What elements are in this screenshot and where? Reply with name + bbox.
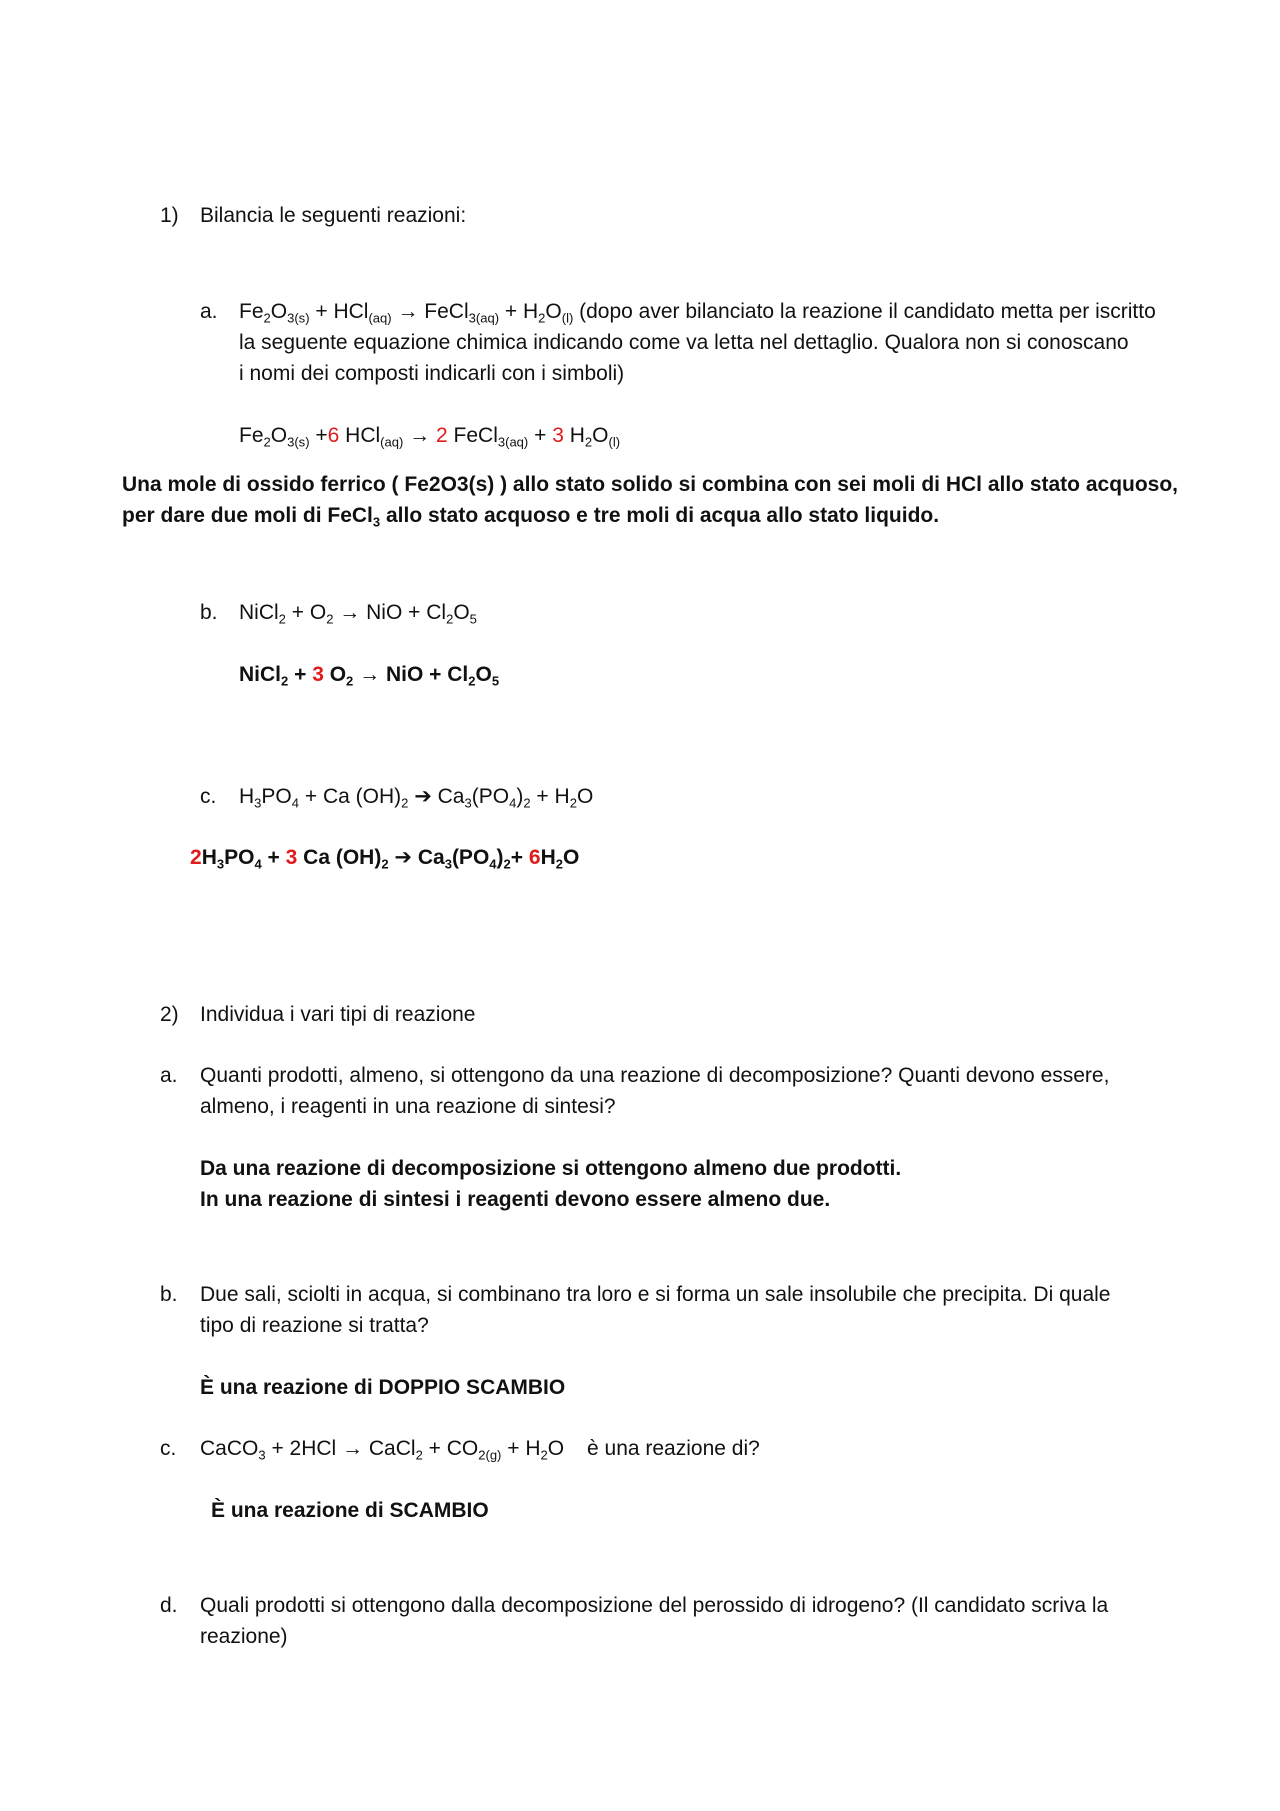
- q2b-answer: È una reazione di DOPPIO SCAMBIO: [200, 1376, 566, 1399]
- q1a-answer-l1: Una mole di ossido ferrico ( Fe2O3(s) ) allo stato solido si combina con sei moli di HCl allo stato acquoso,: [122, 473, 1179, 496]
- q2a-letter: a.: [160, 1064, 178, 1087]
- q1a-instruction-l2: la seguente equazione chimica indicando come va letta nel dettaglio. Qualora non si conoscano: [239, 331, 1129, 354]
- q1a-answer-l2: per dare due moli di FeCl$_3$ allo stato acquoso e tre moli di acqua allo stato liquido.: [122, 504, 940, 530]
- q1a-balanced-equation: $Fe_2O_{3(s)} +6$ HCl$_{(aq)}$ → 2 FeCl$_{3(aq)}$ + 3 $H_2O_{(l)}$: [239, 424, 621, 450]
- q1c-balanced-equation: $2H_3PO_4 + 3$ Ca $(OH)_2$ ➔ $Ca_3(PO_4)_2+ 6H_2O$: [190, 846, 580, 872]
- coefficient: 2: [190, 846, 202, 869]
- q2d-letter: d.: [160, 1594, 178, 1617]
- coefficient: 3: [285, 846, 298, 869]
- q1b-balanced-equation: NiCl$_2$ + 3 $O_2$ → NiO + $Cl_2O_5$: [239, 663, 500, 689]
- q2b-question-l2: tipo di reazione si tratta?: [200, 1314, 429, 1337]
- q2b-question-l1: Due sali, sciolti in acqua, si combinano tra loro e si forma un sale insolubile che precipita. Di quale: [200, 1283, 1111, 1306]
- q2-title: Individua i vari tipi di reazione: [200, 1003, 476, 1026]
- q1-number: 1): [160, 204, 179, 227]
- q1b-equation: NiCl$_2$ + $O_2$ → NiO + $Cl_2O_5$: [239, 601, 477, 627]
- coefficient: 6: [528, 846, 541, 869]
- q2c-question: è una reazione di?: [587, 1437, 760, 1460]
- coefficient: 2: [436, 424, 448, 447]
- q1a-letter: a.: [200, 300, 218, 323]
- q1b-letter: b.: [200, 601, 218, 624]
- q2d-question-l2: reazione): [200, 1625, 288, 1648]
- coefficient: 6: [327, 424, 340, 447]
- q2a-answer-l1: Da una reazione di decomposizione si ottengono almeno due prodotti.: [200, 1157, 902, 1180]
- q1a-instruction-l3: i nomi dei composti indicarli con i simboli): [239, 362, 625, 385]
- q2c-letter: c.: [160, 1437, 177, 1460]
- q2c-equation: CaCO$_3$ + 2HCl → CaCl$_2$ + $CO_{2(g)} + H_2O$: [200, 1437, 565, 1463]
- q1c-equation: $H_3PO_4 + Ca$ $(OH)_2$ ➔ $Ca_3(PO_4)_2 + H_2O$: [239, 785, 594, 811]
- q2b-letter: b.: [160, 1283, 178, 1306]
- q2a-question-l1: Quanti prodotti, almeno, si ottengono da una reazione di decomposizione? Quanti devono essere,: [200, 1064, 1110, 1087]
- q1c-letter: c.: [200, 785, 217, 808]
- coefficient: 3: [552, 424, 564, 447]
- q2d-question-l1: Quali prodotti si ottengono dalla decomposizione del perossido di idrogeno? (Il candidato scriva la: [200, 1594, 1109, 1617]
- q1a-equation: $Fe_2O_{3(s)} + HCl_{(aq)}$ → FeCl$_{3(aq)}$ + $H_2O_{(l)}$ (dopo aver bilanciato la reazione il candidato metta per iscritto: [239, 300, 1156, 326]
- q2a-answer-l2: In una reazione di sintesi i reagenti devono essere almeno due.: [200, 1188, 831, 1211]
- coefficient: 3: [312, 663, 324, 686]
- q2c-answer: È una reazione di SCAMBIO: [211, 1499, 489, 1522]
- q1-title: Bilancia le seguenti reazioni:: [200, 204, 467, 227]
- q2a-question-l2: almeno, i reagenti in una reazione di sintesi?: [200, 1095, 616, 1118]
- q2-number: 2): [160, 1003, 179, 1026]
- q1a-instruction-l1: (dopo aver bilanciato la reazione il candidato metta per iscritto: [573, 300, 1156, 323]
